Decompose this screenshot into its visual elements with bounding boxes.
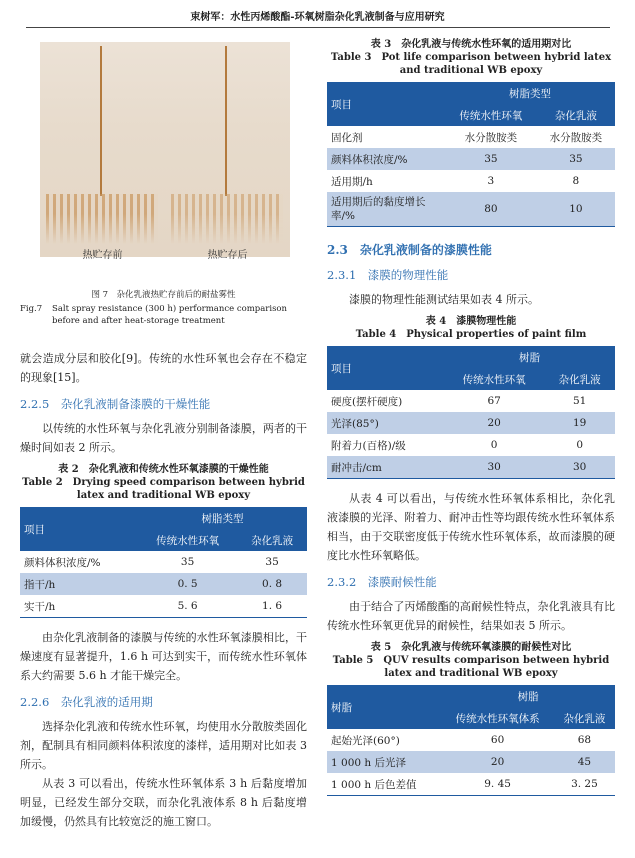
table-3-caption-en: Table 3 Pot life comparison between hybrid latex and traditional WB epoxy (330, 52, 612, 76)
figure-caption-en (20, 303, 307, 327)
header-rule (26, 27, 610, 28)
figure-caption-cn: 图 7 杂化乳液热贮存前后的耐盐雾性 (91, 290, 236, 300)
row-label: 适用期/h (331, 175, 373, 188)
table-row (20, 551, 307, 573)
table-4-caption-cn: 表 4 漆膜物理性能 (425, 316, 517, 327)
table-header-item: 项目 (327, 346, 444, 390)
table-header-item: 树脂 (327, 685, 441, 729)
table-header-col: 传统水性环氧体系 (441, 707, 554, 729)
cell: 30 (487, 461, 501, 473)
section-heading-2-3-1: 2.3.1 漆膜的物理性能 (327, 268, 449, 282)
cell: 3 (487, 175, 495, 187)
table-row (327, 751, 615, 773)
section-heading-2-2-5: 2.2.5 杂化乳液制备漆膜的干燥性能 (20, 397, 211, 411)
table-row (327, 456, 615, 479)
rust-stain (171, 194, 283, 244)
cell: 0. 8 (262, 578, 283, 590)
cell: 30 (572, 461, 587, 473)
cell: 0 (576, 439, 583, 451)
figure-caption-en-text: Salt spray resistance (300 h) performance comparison before and after heat-storage treatment (52, 304, 288, 326)
table-header-col: 传统水性环氧 (445, 104, 537, 126)
row-label: 1 000 h 后色差值 (331, 778, 417, 791)
cell: 8 (572, 175, 580, 187)
row-label: 起始光泽(60°) (331, 734, 400, 747)
photo-label-after: 热贮存后 (207, 250, 248, 261)
table-header-col: 传统水性环氧 (444, 368, 544, 390)
cell: 80 (484, 203, 498, 215)
paragraph: 漆膜的物理性能测试结果如表 4 所示。 (349, 293, 539, 306)
running-header: 束树军：水性丙烯酸酯-环氧树脂杂化乳液制备与应用研究 (190, 12, 445, 23)
table-row (327, 192, 615, 227)
table-header-col: 杂化乳液 (537, 104, 615, 126)
table-4-caption-en: Table 4 Physical properties of paint film (355, 329, 587, 340)
cell: 35 (265, 556, 279, 568)
paragraph: 由杂化乳液制备的漆膜与传统的水性环氧漆膜相比，干燥速度有显著提升，1.6 h 可达到实干，而传统水性环氧体系大约需要 5.6 h 才能干燥完全。 (20, 631, 307, 682)
figure-7-photos (20, 34, 307, 264)
table-2 (20, 507, 307, 618)
figure-label: Fig.7 (20, 304, 43, 314)
row-label: 颜料体积浓度/% (331, 153, 408, 166)
paragraph: 以传统的水性环氧与杂化乳液分别制备漆膜，两者的干燥时间如表 2 所示。 (20, 422, 307, 454)
row-label: 固化剂 (331, 131, 363, 144)
paragraph: 选择杂化乳液和传统水性环氧，均使用水分散胺类固化剂，配制具有相同颜料体积浓度的漆样，适用期对比如表 3 所示。 (20, 720, 307, 771)
cell: 9. 45 (484, 778, 511, 790)
table-header-col: 传统水性环氧 (138, 529, 237, 551)
photo-label-before: 热贮存前 (82, 250, 123, 261)
cell: 5. 6 (177, 600, 198, 612)
cell: 35 (180, 556, 195, 568)
row-label: 指干/h (24, 578, 56, 591)
table-row (327, 170, 615, 192)
cell: 10 (569, 203, 583, 215)
left-column (20, 34, 307, 831)
cell: 0. 5 (177, 578, 198, 590)
table-3-caption-cn: 表 3 杂化乳液与传统水性环氧的适用期对比 (370, 39, 572, 50)
table-row (327, 729, 615, 751)
cell: 19 (572, 417, 587, 429)
table-header-group: 树脂 (441, 685, 615, 707)
section-heading-2-3-2: 2.3.2 漆膜耐候性能 (327, 575, 437, 589)
table-row (20, 573, 307, 595)
photo-before-storage (40, 42, 165, 257)
row-label: 实干/h (24, 600, 56, 613)
table-row (327, 773, 615, 796)
cell: 68 (577, 734, 592, 746)
table-row (327, 434, 615, 456)
table-5-caption-en: Table 5 QUV results comparison between hybrid latex and traditional WB epoxy (332, 655, 610, 679)
table-3 (327, 82, 615, 227)
table-header-group: 树脂 (444, 346, 615, 368)
table-header-item: 项目 (327, 82, 445, 126)
table-row (327, 126, 615, 148)
rust-stain (46, 194, 158, 244)
cell: 水分散胺类 (464, 131, 518, 144)
row-label: 光泽(85°) (331, 417, 379, 430)
row-label: 耐冲击/cm (331, 461, 382, 474)
photo-after-storage (165, 42, 290, 257)
table-header-item: 项目 (20, 507, 138, 551)
table-header-col: 杂化乳液 (544, 368, 615, 390)
cell: 3. 25 (571, 778, 598, 790)
table-header-group: 树脂类型 (138, 507, 307, 529)
table-header-col: 杂化乳液 (237, 529, 307, 551)
row-label: 1 000 h 后光泽 (331, 756, 406, 769)
table-2-caption-cn: 表 2 杂化乳液和传统水性环氧漆膜的干燥性能 (58, 464, 269, 475)
table-row (327, 412, 615, 434)
cell: 1. 6 (262, 600, 283, 612)
row-label: 颜料体积浓度/% (24, 556, 101, 569)
cell: 水分散胺类 (549, 131, 603, 144)
table-5 (327, 685, 615, 796)
paragraph: 从表 4 可以看出，与传统水性环氧体系相比，杂化乳液漆膜的光泽、附着力、耐冲击性等均跟传统水性环氧体系相当，由于交联密度低于传统水性环氧体系，故而漆膜的硬度比水性环氧略低。 (327, 492, 615, 562)
paragraph: 从表 3 可以看出，传统水性环氧体系 3 h 后黏度增加明显，已经发生部分交联，而杂化乳液体系 8 h 后黏度增加缓慢，仍然具有比较宽泛的施工窗口。 (20, 777, 307, 828)
right-column (327, 34, 615, 796)
cell: 0 (490, 439, 498, 451)
cell: 20 (487, 417, 501, 429)
table-row (20, 595, 307, 618)
cell: 45 (577, 756, 592, 768)
table-row (327, 390, 615, 412)
scribe-line (225, 46, 227, 196)
cell: 60 (490, 734, 505, 746)
cell: 67 (487, 395, 501, 407)
table-header-group: 树脂类型 (445, 82, 615, 104)
paragraph: 由于结合了丙烯酸酯的高耐候性特点，杂化乳液具有比传统水性环氧更优异的耐候性，结果如表 5 所示。 (327, 600, 615, 632)
cell: 51 (572, 395, 587, 407)
section-heading-2-2-6: 2.2.6 杂化乳液的适用期 (20, 695, 153, 709)
scribe-line (100, 46, 102, 196)
cell: 20 (490, 756, 505, 768)
table-4 (327, 346, 615, 479)
table-row (327, 148, 615, 170)
table-2-caption-en: Table 2 Drying speed comparison between hybrid latex and traditional WB epoxy (22, 477, 305, 501)
cell: 35 (569, 153, 583, 165)
row-label: 附着力(百格)/级 (331, 439, 406, 452)
row-label: 适用期后的黏度增长率/% (331, 196, 426, 222)
table-5-caption-cn: 表 5 杂化乳液与传统环氧漆膜的耐候性对比 (370, 642, 572, 653)
row-label: 硬度(摆杆硬度) (331, 395, 403, 408)
section-heading-2-3: 2.3 杂化乳液制备的漆膜性能 (327, 243, 492, 257)
cell: 35 (484, 153, 498, 165)
paragraph: 就会造成分层和胶化[9]。传统的水性环氧也会存在不稳定的现象[15]。 (20, 352, 307, 384)
table-header-col: 杂化乳液 (554, 707, 615, 729)
